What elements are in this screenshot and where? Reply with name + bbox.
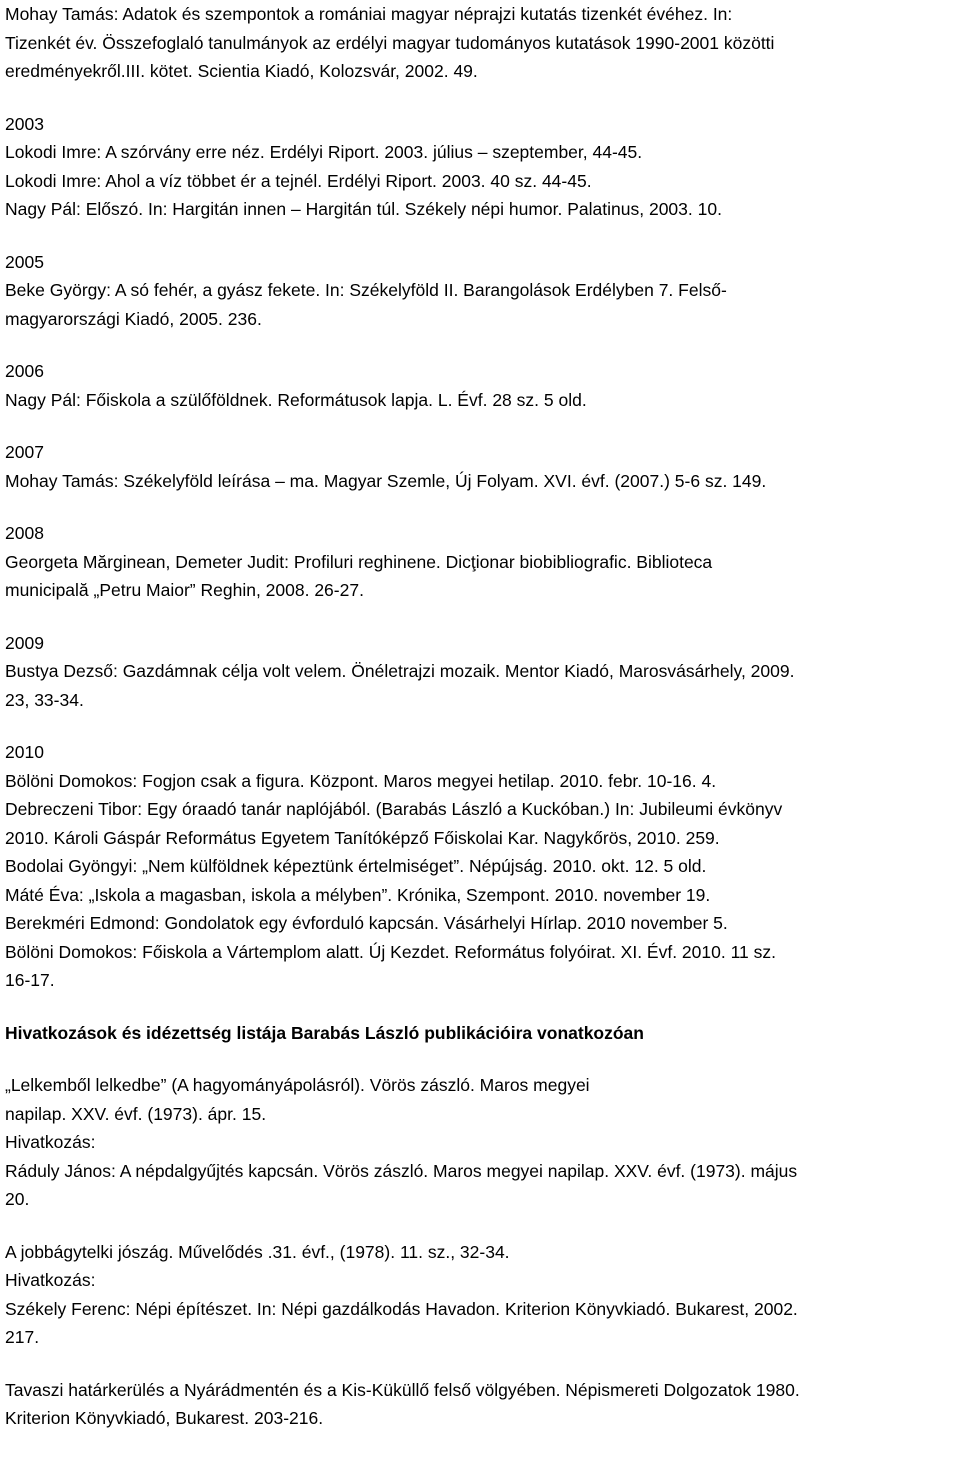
text-line: Lokodi Imre: Ahol a víz többet ér a tejnél. Erdélyi Riport. 2003. 40 sz. 44-45. bbox=[5, 170, 592, 191]
text-line: Tizenkét év. Összefoglaló tanulmányok az erdélyi magyar tudományos kutatások 1990-2001 közötti bbox=[5, 32, 775, 53]
reference-label: Hivatkozás: bbox=[5, 1270, 96, 1290]
work-line: napilap. XXV. évf. (1973). ápr. 15. bbox=[5, 1103, 267, 1124]
text-line: Bölöni Domokos: Főiskola a Vártemplom alatt. Új Kezdet. Református folyóirat. XI. Évf. 2010. 11 sz. bbox=[5, 941, 776, 962]
reference-line: Székely Ferenc: Népi építészet. In: Népi gazdálkodás Havadon. Kriterion Könyvkiadó. Bukarest, 2002. bbox=[5, 1298, 798, 1319]
text-line: Mohay Tamás: Székelyföld leírása – ma. Magyar Szemle, Új Folyam. XVI. évf. (2007.) 5-6 sz. 149. bbox=[5, 470, 767, 491]
text-line: Bustya Dezső: Gazdámnak célja volt velem. Önéletrajzi mozaik. Mentor Kiadó, Marosvásárhely, 2009. bbox=[5, 661, 795, 681]
text-line: Berekméri Edmond: Gondolatok egy évforduló kapcsán. Vásárhelyi Hírlap. 2010 november 5. bbox=[5, 913, 728, 933]
work-line: „Lelkemből lelkedbe” (A hagyományápolásról). Vörös zászló. Maros megyei bbox=[5, 1075, 590, 1095]
text-line: Bodolai Gyöngyi: „Nem külföldnek képeztünk értelmiséget”. Népújság. 2010. okt. 12. 5 old. bbox=[5, 856, 707, 876]
citation-entry bbox=[5, 1238, 955, 1352]
citations-heading: Hivatkozások és idézettség listája Barabás László publikációira vonatkozóan bbox=[5, 1022, 644, 1043]
text-line: 2010. Károli Gáspár Református Egyetem Tanítóképző Főiskolai Kar. Nagykőrös, 2010. 259. bbox=[5, 827, 720, 848]
year-section-2009 bbox=[5, 629, 955, 715]
text-line: eredményekről.III. kötet. Scientia Kiadó, Kolozsvár, 2002. 49. bbox=[5, 61, 478, 81]
year-heading: 2003 bbox=[5, 113, 44, 134]
year-heading: 2010 bbox=[5, 742, 44, 762]
work-line: A jobbágytelki jószág. Művelődés .31. évf., (1978). 11. sz., 32-34. bbox=[5, 1241, 510, 1262]
bibliography-document bbox=[5, 0, 955, 1433]
reference-line: 20. bbox=[5, 1189, 30, 1209]
year-heading: 2006 bbox=[5, 361, 44, 381]
year-section-2006 bbox=[5, 357, 955, 414]
text-line: Beke György: A só fehér, a gyász fekete. In: Székelyföld II. Barangolások Erdélyben 7. Felső- bbox=[5, 280, 727, 300]
year-heading: 2005 bbox=[5, 251, 44, 272]
text-line: Debreczeni Tibor: Egy óraadó tanár naplójából. (Barabás László a Kuckóban.) In: Jubileumi évkönyv bbox=[5, 799, 783, 819]
reference-line: Ráduly János: A népdalgyűjtés kapcsán. Vörös zászló. Maros megyei napilap. XXV. évf. (1973). május bbox=[5, 1160, 798, 1181]
work-line: Tavaszi határkerülés a Nyárádmentén és a Kis-Küküllő felső völgyében. Népismereti Dolgozatok 1980. bbox=[5, 1379, 800, 1400]
year-heading: 2009 bbox=[5, 632, 44, 653]
text-line: Lokodi Imre: A szórvány erre néz. Erdélyi Riport. 2003. július – szeptember, 44-45. bbox=[5, 142, 643, 162]
intro-entry bbox=[5, 0, 955, 86]
citations-section bbox=[5, 1019, 955, 1048]
text-line: Nagy Pál: Előszó. In: Hargitán innen – Hargitán túl. Székely népi humor. Palatinus, 2003. 10. bbox=[5, 199, 722, 219]
work-line: Kriterion Könyvkiadó, Bukarest. 203-216. bbox=[5, 1408, 324, 1428]
text-line: magyarországi Kiadó, 2005. 236. bbox=[5, 308, 262, 329]
text-line: municipală „Petru Maior” Reghin, 2008. 26-27. bbox=[5, 580, 364, 600]
text-line: Mohay Tamás: Adatok és szempontok a romániai magyar néprajzi kutatás tizenkét évéhez. In: bbox=[5, 4, 733, 24]
text-line: 23, 33-34. bbox=[5, 689, 84, 710]
text-line: Bölöni Domokos: Fogjon csak a figura. Központ. Maros megyei hetilap. 2010. febr. 10-16. 4. bbox=[5, 770, 717, 791]
text-line: Georgeta Mărginean, Demeter Judit: Profiluri reghinene. Dicţionar biobibliografic. Biblioteca bbox=[5, 551, 713, 572]
text-line: 16-17. bbox=[5, 970, 55, 990]
year-heading: 2007 bbox=[5, 442, 44, 462]
reference-line: 217. bbox=[5, 1327, 40, 1347]
year-heading: 2008 bbox=[5, 523, 44, 543]
citation-entry bbox=[5, 1071, 955, 1214]
text-line: Nagy Pál: Főiskola a szülőföldnek. Reformátusok lapja. L. Évf. 28 sz. 5 old. bbox=[5, 389, 587, 410]
year-section-2008 bbox=[5, 519, 955, 605]
year-section-2010 bbox=[5, 738, 955, 995]
year-section-2003 bbox=[5, 110, 955, 224]
year-section-2007 bbox=[5, 438, 955, 495]
year-section-2005 bbox=[5, 248, 955, 334]
text-line: Máté Éva: „Iskola a magasban, iskola a mélyben”. Krónika, Szempont. 2010. november 19. bbox=[5, 884, 711, 905]
reference-label: Hivatkozás: bbox=[5, 1132, 96, 1152]
citation-entry bbox=[5, 1376, 955, 1433]
